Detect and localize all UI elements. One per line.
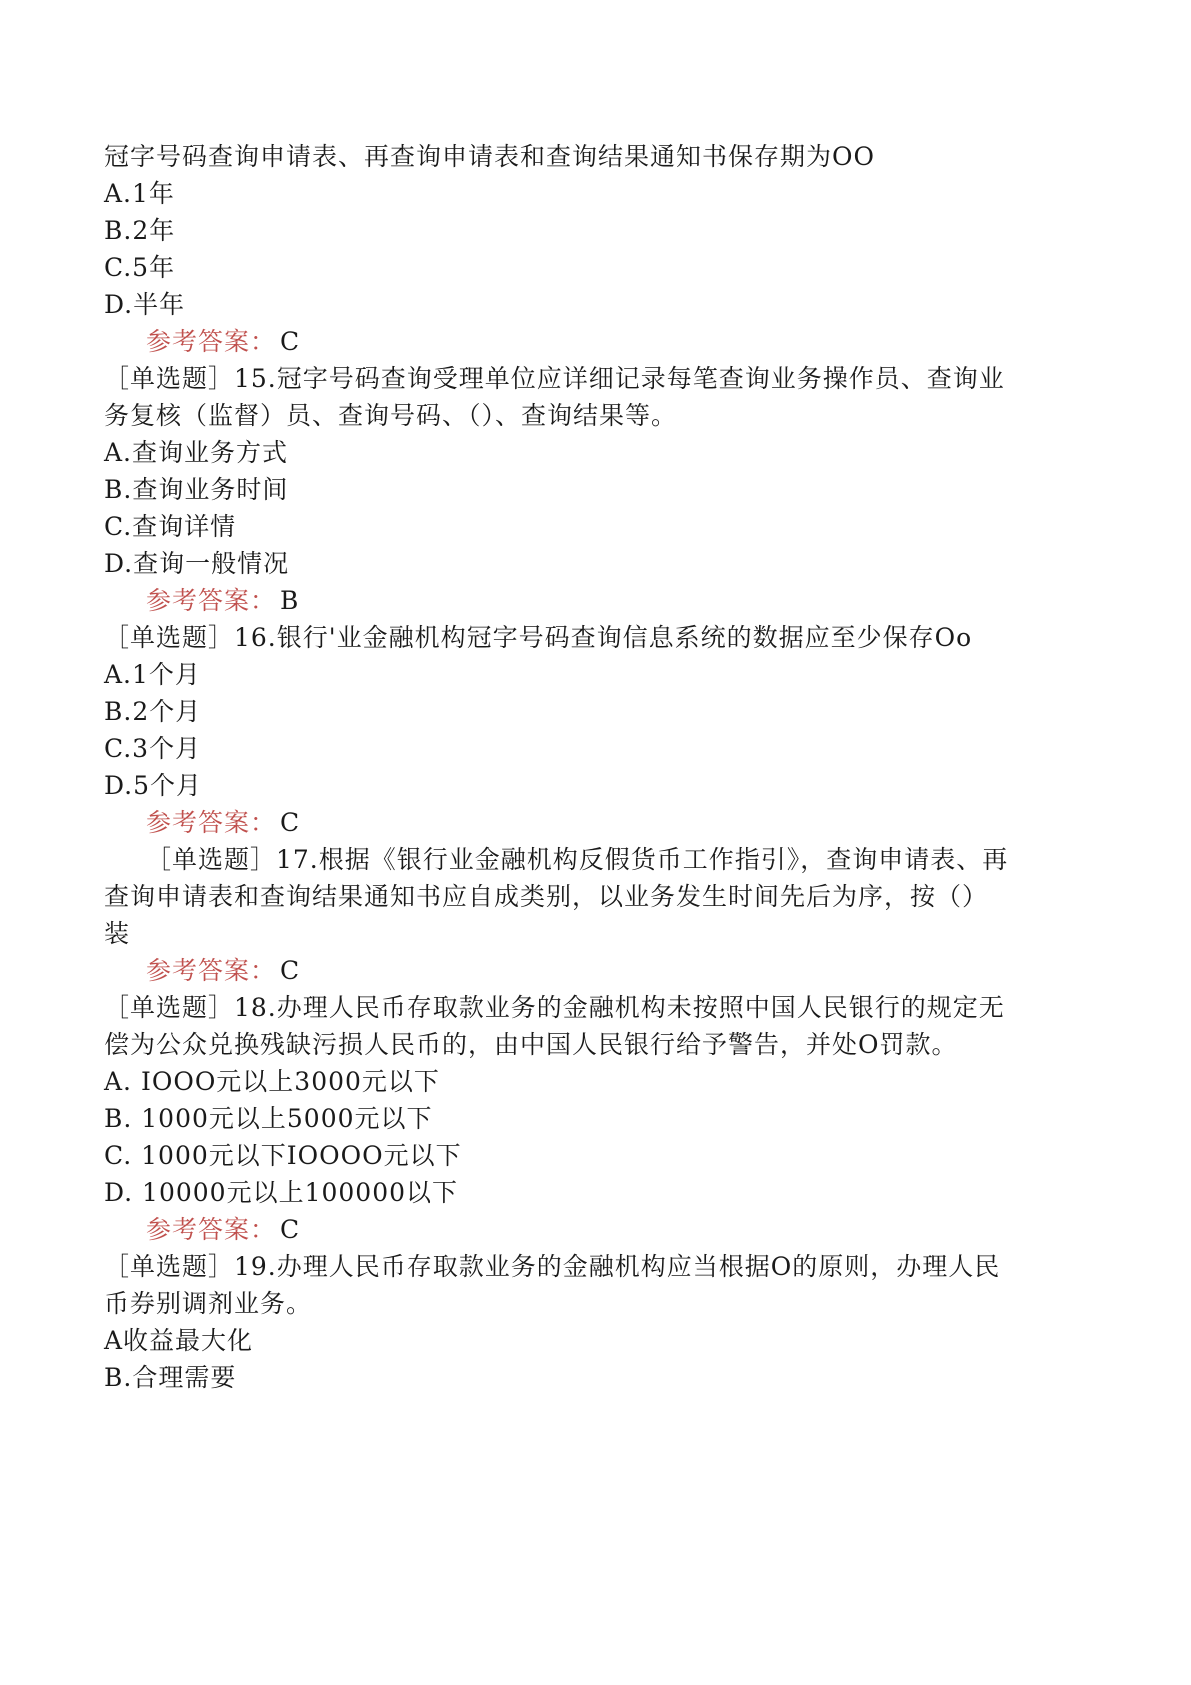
answer-line bbox=[104, 582, 1104, 619]
question-15 bbox=[104, 360, 1104, 619]
option-c: C.5年 bbox=[104, 253, 176, 282]
option-b: B.2年 bbox=[104, 216, 176, 245]
document-page bbox=[104, 138, 1104, 1396]
answer-label: 参考答案： bbox=[146, 956, 277, 985]
answer-value: C bbox=[280, 1215, 301, 1244]
option-c: C. 1000元以下IOOOO元以下 bbox=[104, 1141, 462, 1170]
question-16 bbox=[104, 619, 1104, 841]
question-stem-line-3: 装 bbox=[104, 919, 131, 948]
option-b: B.2个月 bbox=[104, 697, 202, 726]
option-a: A. IOOO元以上3000元以下 bbox=[104, 1067, 440, 1096]
question-stem: 冠字号码查询申请表、再查询申请表和查询结果通知书保存期为OO bbox=[104, 142, 875, 171]
answer-label: 参考答案： bbox=[146, 808, 277, 837]
answer-value: C bbox=[280, 956, 301, 985]
answer-line bbox=[104, 323, 1104, 360]
option-b: B. 1000元以上5000元以下 bbox=[104, 1104, 433, 1133]
question-stem-line-1: ［单选题］19.办理人民币存取款业务的金融机构应当根据O的原则，办理人民 bbox=[104, 1252, 1001, 1281]
question-stem-line-2: 务复核（监督）员、查询号码、（）、查询结果等。 bbox=[104, 401, 678, 430]
option-a: A.查询业务方式 bbox=[104, 438, 289, 467]
answer-line bbox=[104, 952, 1104, 989]
answer-label: 参考答案： bbox=[146, 1215, 277, 1244]
question-stem: ［单选题］16.银行'业金融机构冠字号码查询信息系统的数据应至少保存Oo bbox=[104, 623, 973, 652]
option-d: D. 10000元以上100000以下 bbox=[104, 1178, 459, 1207]
question-14 bbox=[104, 138, 1104, 360]
option-d: D.5个月 bbox=[104, 771, 203, 800]
question-17 bbox=[104, 841, 1104, 989]
answer-value: B bbox=[280, 586, 300, 615]
option-c: C.查询详情 bbox=[104, 512, 237, 541]
question-stem-line-1: ［单选题］17.根据《银行业金融机构反假货币工作指引》，查询申请表、再 bbox=[146, 845, 1009, 874]
option-d: D.半年 bbox=[104, 290, 186, 319]
answer-label: 参考答案： bbox=[146, 586, 277, 615]
option-c: C.3个月 bbox=[104, 734, 202, 763]
option-a: A收益最大化 bbox=[104, 1326, 254, 1355]
answer-label: 参考答案： bbox=[146, 327, 277, 356]
option-a: A.1个月 bbox=[104, 660, 201, 689]
question-18 bbox=[104, 989, 1104, 1248]
option-d: D.查询一般情况 bbox=[104, 549, 290, 578]
question-stem-line-1: ［单选题］15.冠字号码查询受理单位应详细记录每笔查询业务操作员、查询业 bbox=[104, 364, 1005, 393]
question-stem-line-1: ［单选题］18.办理人民币存取款业务的金融机构未按照中国人民银行的规定无 bbox=[104, 993, 1005, 1022]
answer-line bbox=[104, 804, 1104, 841]
option-b: B.合理需要 bbox=[104, 1363, 237, 1392]
answer-line bbox=[104, 1211, 1104, 1248]
question-stem-line-2: 币券别调剂业务。 bbox=[104, 1289, 313, 1318]
answer-value: C bbox=[280, 327, 301, 356]
question-19 bbox=[104, 1248, 1104, 1396]
option-a: A.1年 bbox=[104, 179, 175, 208]
answer-value: C bbox=[280, 808, 301, 837]
question-stem-line-2: 查询申请表和查询结果通知书应自成类别，以业务发生时间先后为序，按（） bbox=[104, 882, 989, 911]
question-stem-line-2: 偿为公众兑换残缺污损人民币的，由中国人民银行给予警告，并处O罚款。 bbox=[104, 1030, 958, 1059]
option-b: B.查询业务时间 bbox=[104, 475, 289, 504]
